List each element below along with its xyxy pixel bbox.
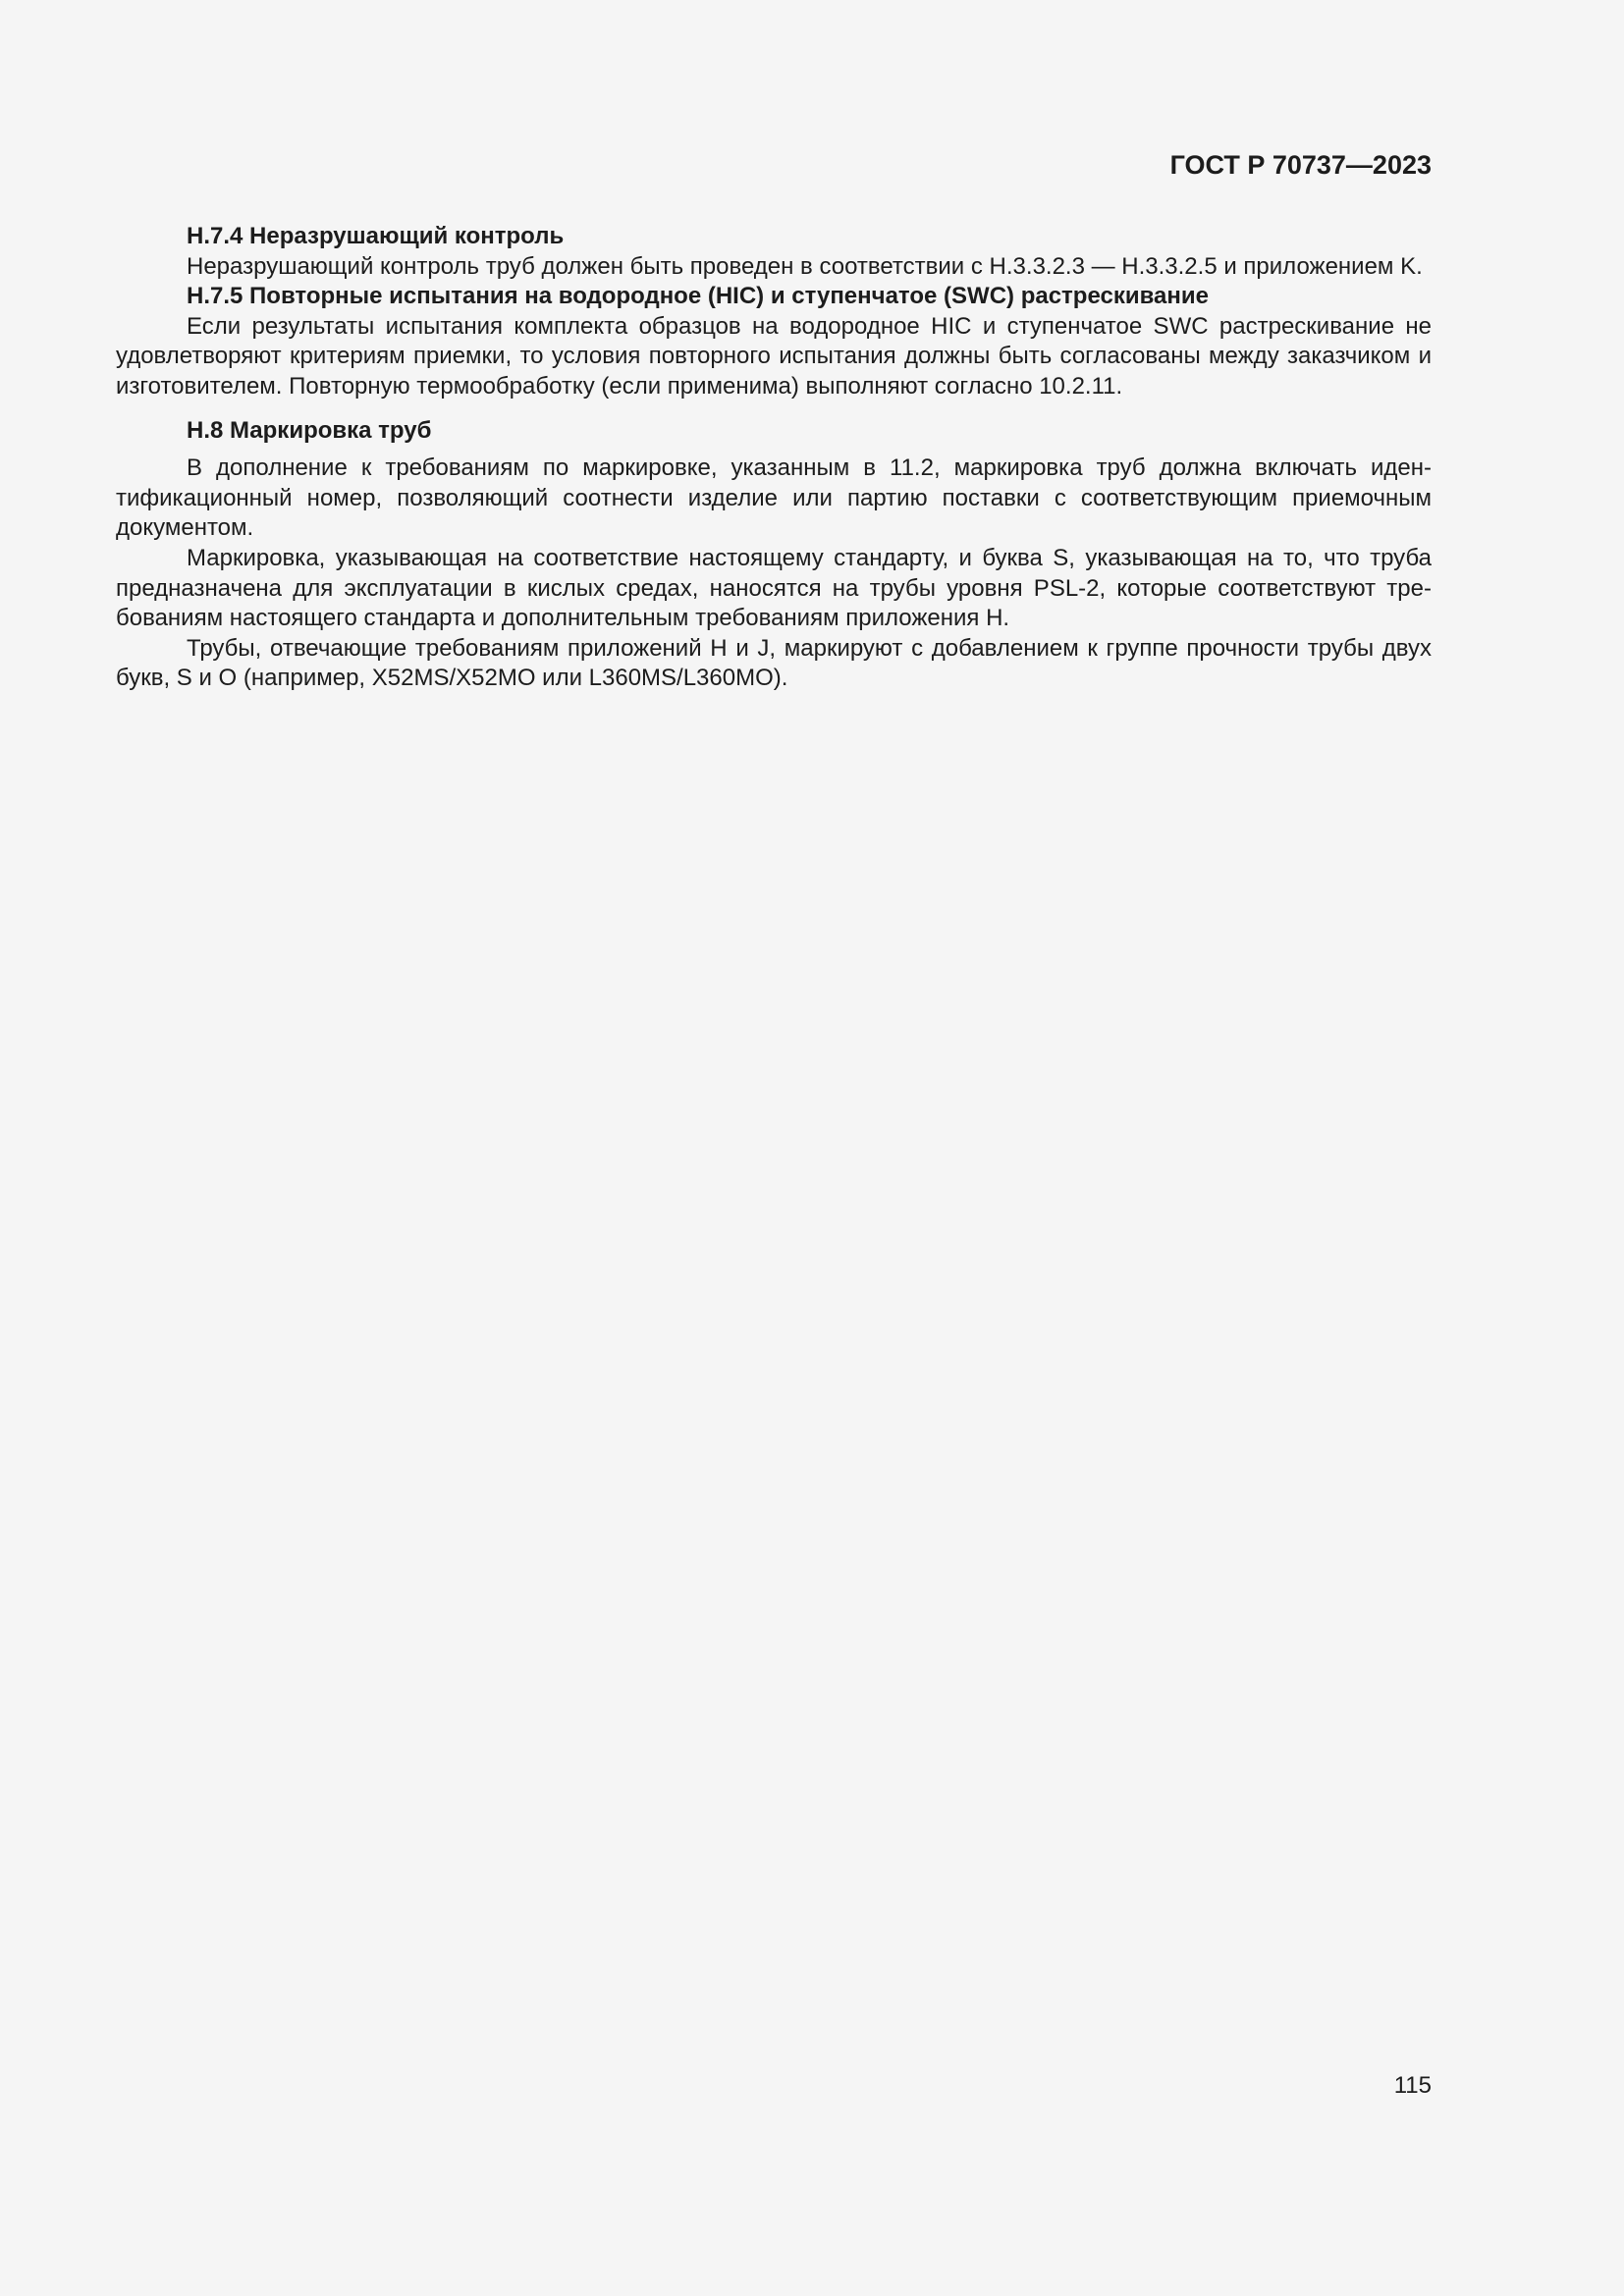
section-paragraph-h8-3: Трубы, отвечающие требованиям приложений Н и J, маркируют с добавлением к группе прочности трубы двух букв, S и O (например, X52MS/X52MO или L360MS/L360MO). [116,634,1432,692]
section-text-h75: Если результаты испытания комплекта образцов на водородное HIC и ступенчатое SWC растрескивание не удовлетворяют критериям приемки, то условия повторного испытания должны быть согласованы между заказчиком и изготовителем. Повторную термообработку (если применима) выполняют согласно 10.2.11. [116,312,1432,400]
section-paragraph-h8-2: Маркировка, указывающая на соответствие настоящему стандарту, и буква S, указывающая на то, что труба предназначена для эксплуатации в кислых средах, наносятся на трубы уровня PSL-2, которые соответствуют требованиям настоящего стандарта и дополнительным требованиям приложения Н. [116,544,1432,632]
page-number: 115 [1393,2072,1432,2099]
section-text-h74: Неразрушающий контроль труб должен быть проведен в соответствии с Н.3.3.2.3 — Н.3.3.2.5 и приложением K. [187,252,1423,280]
section-paragraph-h8-1: В дополнение к требованиям по маркировке, указанным в 11.2, маркировка труб должна включать идентификационный номер, позволяющий соотнести изделие или партию поставки с соответствующим приемочным документом. [116,454,1432,542]
document-standard-header: ГОСТ Р 70737—2023 [1169,150,1432,180]
document-body [116,222,1432,694]
section-heading-h74: Н.7.4 Неразрушающий контроль [187,223,565,249]
section-heading-h75: Н.7.5 Повторные испытания на водородное (HIC) и ступенчатое (SWC) растрескивание [187,283,1209,310]
section-heading-h8: Н.8 Маркировка труб [187,416,432,444]
